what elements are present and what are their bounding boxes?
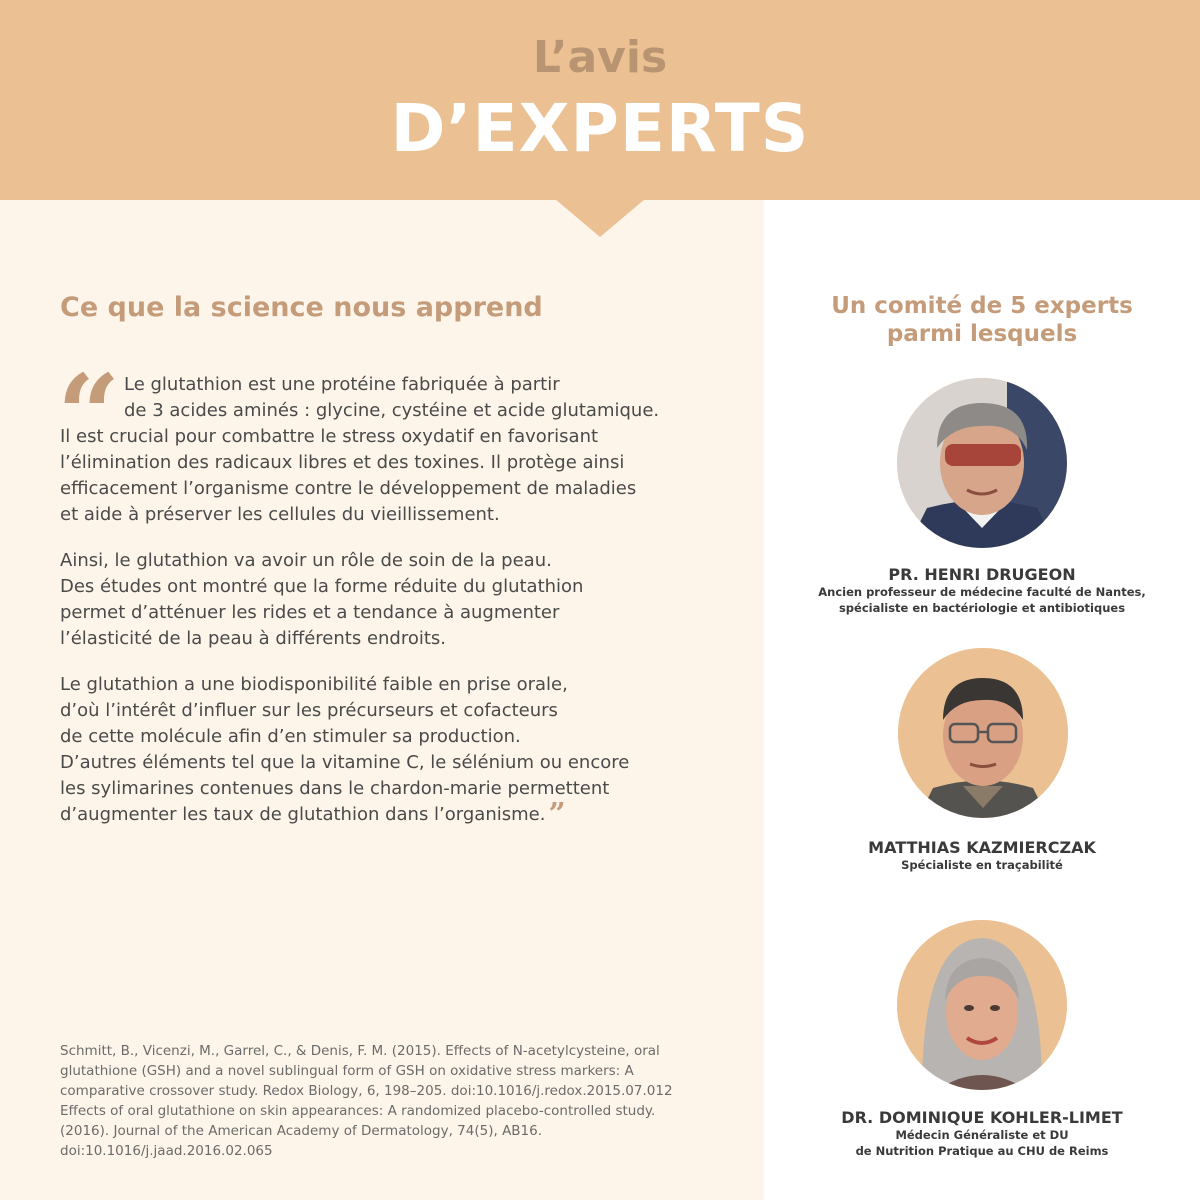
paragraph-2 (60, 548, 740, 652)
expert-portrait-drugeon (897, 378, 1067, 548)
text-line: Ainsi, le glutathion va avoir un rôle de soin de la peau. (60, 550, 552, 571)
expert-name: DR. DOMINIQUE KOHLER-LIMET (841, 1108, 1123, 1127)
expert-portrait-kohler-limet (897, 920, 1067, 1090)
header-title: D’EXPERTS (390, 90, 810, 167)
text-line: les sylimarines contenues dans le chardon-marie permettent (60, 778, 610, 799)
header-banner (0, 0, 1200, 200)
header-pointer (555, 199, 645, 237)
expert-role-line: Ancien professeur de médecine faculté de Nantes, (818, 585, 1146, 599)
close-quote-icon: ” (548, 797, 566, 832)
expert-name: PR. HENRI DRUGEON (888, 565, 1076, 584)
text-line: l’élasticité de la peau à différents endroits. (60, 628, 447, 649)
text-line-content: d’augmenter les taux de glutathion dans l’organisme. (60, 804, 546, 825)
text-line: et aide à préserver les cellules du vieillissement. (60, 504, 500, 525)
committee-title (764, 292, 1200, 348)
paragraph-3 (60, 672, 740, 832)
portrait-illustration (897, 378, 1067, 548)
text-line: Des études ont montré que la forme réduite du glutathion (60, 576, 584, 597)
committee-title-line: parmi lesquels (886, 321, 1078, 347)
expert-name: MATTHIAS KAZMIERCZAK (868, 838, 1096, 857)
reference-line: doi:10.1016/j.jaad.2016.02.065 (60, 1143, 273, 1159)
text-line: permet d’atténuer les rides et a tendance à augmenter (60, 602, 560, 623)
text-line: l’élimination des radicaux libres et des toxines. Il protège ainsi (60, 452, 625, 473)
section-title: Ce que la science nous apprend (60, 292, 543, 323)
text-line: de 3 acides aminés : glycine, cystéine et acide glutamique. (124, 400, 660, 421)
expert-role-line: de Nutrition Pratique au CHU de Reims (855, 1144, 1109, 1158)
open-quote-icon: “ (57, 350, 121, 479)
reference-line: Effects of oral glutathione on skin appearances: A randomized placebo-controlled study. (60, 1103, 656, 1119)
reference-line: Schmitt, B., Vicenzi, M., Garrel, C., & Denis, F. M. (2015). Effects of N-acetylcysteine, oral (60, 1043, 660, 1059)
expert-role-line: Médecin Généraliste et DU (895, 1128, 1069, 1142)
expert-role (764, 584, 1200, 616)
expert-role-line: spécialiste en bactériologie et antibiotiques (838, 601, 1126, 615)
text-line: D’autres éléments tel que la vitamine C, le sélénium ou encore (60, 752, 630, 773)
expert-role (764, 857, 1200, 873)
reference-line: (2016). Journal of the American Academy of Dermatology, 74(5), AB16. (60, 1123, 543, 1139)
header-kicker: L’avis (532, 32, 668, 83)
text-line: d’où l’intérêt d’influer sur les précurseurs et cofacteurs (60, 700, 558, 721)
text-line: de cette molécule afin d’en stimuler sa production. (60, 726, 521, 747)
references (60, 1041, 720, 1161)
portrait-illustration (897, 920, 1067, 1090)
reference-line: glutathione (GSH) and a novel sublingual form of GSH on oxidative stress markers: A (60, 1063, 634, 1079)
committee-title-line: Un comité de 5 experts (831, 293, 1133, 319)
expert-portrait-kazmierczak (898, 648, 1068, 818)
text-line: efficacement l’organisme contre le développement de maladies (60, 478, 637, 499)
expert-role-line: Spécialiste en traçabilité (901, 858, 1063, 872)
portrait-illustration (898, 648, 1068, 818)
text-line (60, 797, 740, 832)
text-line: Il est crucial pour combattre le stress oxydatif en favorisant (60, 426, 599, 447)
reference-line: comparative crossover study. Redox Biology, 6, 198–205. doi:10.1016/j.redox.2015.07.012 (60, 1083, 673, 1099)
expert-role (764, 1127, 1200, 1159)
text-line: Le glutathion a une biodisponibilité faible en prise orale, (60, 674, 568, 695)
text-line: Le glutathion est une protéine fabriquée à partir (124, 374, 560, 395)
paragraph-1 (60, 372, 740, 528)
